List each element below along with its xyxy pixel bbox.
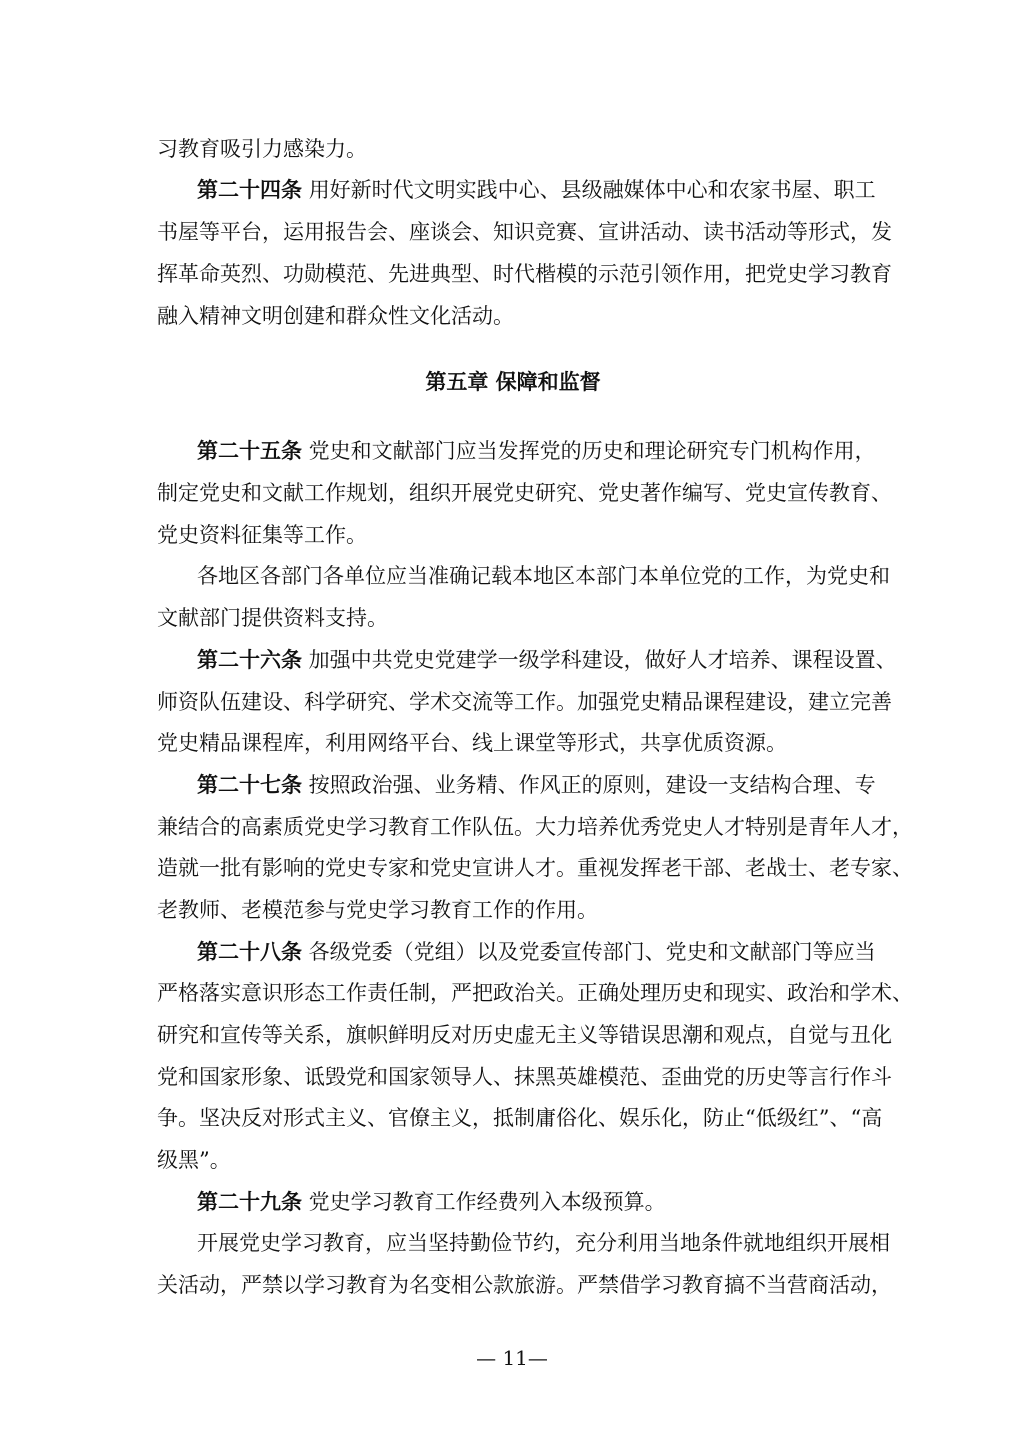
article-text: 各级党委（党组）以及党委宣传部门、党史和文献部门等应当: [302, 940, 876, 964]
paragraph-line: [197, 437, 876, 465]
paragraph-line: 党史资料征集等工作。: [157, 523, 367, 547]
paragraph-line: 级黑”。: [157, 1148, 231, 1172]
article-text: 按照政治强、业务精、作风正的原则，建设一支结构合理、专: [302, 773, 876, 797]
paragraph-line: 师资队伍建设、科学研究、学术交流等工作。加强党史精品课程建设，建立完善: [157, 690, 892, 714]
article-text: 党史和文献部门应当发挥党的历史和理论研究专门机构作用，: [302, 439, 876, 463]
paragraph-line: 融入精神文明创建和群众性文化活动。: [157, 304, 514, 328]
paragraph-line: 老教师、老模范参与党史学习教育工作的作用。: [157, 898, 598, 922]
article-number: 第二十七条: [197, 773, 302, 797]
article-text: 加强中共党史党建学一级学科建设，做好人才培养、课程设置、: [302, 648, 897, 672]
paragraph-line: 第二十四条 用好新时代文明实践中心、县级融媒体中心和农家书屋、职工: [197, 178, 876, 202]
article-number: 第二十五条: [197, 439, 302, 463]
article-number: 第二十六条: [197, 648, 302, 672]
paragraph-line: 制定党史和文献工作规划，组织开展党史研究、党史著作编写、党史宣传教育、: [157, 481, 892, 505]
paragraph-line: 文献部门提供资料支持。: [157, 606, 388, 630]
article-text: 党史学习教育工作经费列入本级预算。: [302, 1190, 666, 1214]
paragraph-line: 兼结合的高素质党史学习教育工作队伍。大力培养优秀党史人才特别是青年人才，: [157, 815, 913, 839]
paragraph-line: [197, 938, 876, 966]
paragraph-line: 严格落实意识形态工作责任制，严把政治关。正确处理历史和现实、政治和学术、: [157, 981, 913, 1005]
paragraph-line: 书屋等平台，运用报告会、座谈会、知识竞赛、宣讲活动、读书活动等形式，发: [157, 220, 892, 244]
paragraph-line: 习教育吸引力感染力。: [157, 137, 367, 161]
paragraph-line: 挥革命英烈、功勋模范、先进典型、时代楷模的示范引领作用，把党史学习教育: [157, 262, 892, 286]
article-number: 第二十九条: [197, 1190, 302, 1214]
paragraph-line: 党史精品课程库，利用网络平台、线上课堂等形式，共享优质资源。: [157, 731, 787, 755]
paragraph-line: 党和国家形象、诋毁党和国家领导人、抹黑英雄模范、歪曲党的历史等言行作斗: [157, 1065, 892, 1089]
paragraph-line: 造就一批有影响的党史专家和党史宣讲人才。重视发挥老干部、老战士、老专家、: [157, 856, 913, 880]
paragraph-line: [197, 771, 876, 799]
paragraph-line: [197, 646, 897, 674]
chapter-title: 第五章 保障和监督: [425, 370, 601, 394]
paragraph-line: 各地区各部门各单位应当准确记载本地区本部门本单位党的工作，为党史和: [197, 564, 890, 588]
paragraph-line: 关活动，严禁以学习教育为名变相公款旅游。严禁借学习教育搞不当营商活动，: [157, 1273, 892, 1297]
paragraph-line: 争。坚决反对形式主义、官僚主义，抵制庸俗化、娱乐化，防止“低级红”、“高: [157, 1106, 883, 1130]
article-number: 第二十八条: [197, 940, 302, 964]
page-number: — 11—: [476, 1346, 548, 1370]
paragraph-line: [197, 1188, 869, 1216]
paragraph-line: 研究和宣传等关系，旗帜鲜明反对历史虚无主义等错误思潮和观点，自觉与丑化: [157, 1023, 892, 1047]
article-number: 第二十四条: [197, 178, 302, 202]
paragraph-line: 开展党史学习教育，应当坚持勤俭节约，充分利用当地条件就地组织开展相: [197, 1231, 890, 1255]
